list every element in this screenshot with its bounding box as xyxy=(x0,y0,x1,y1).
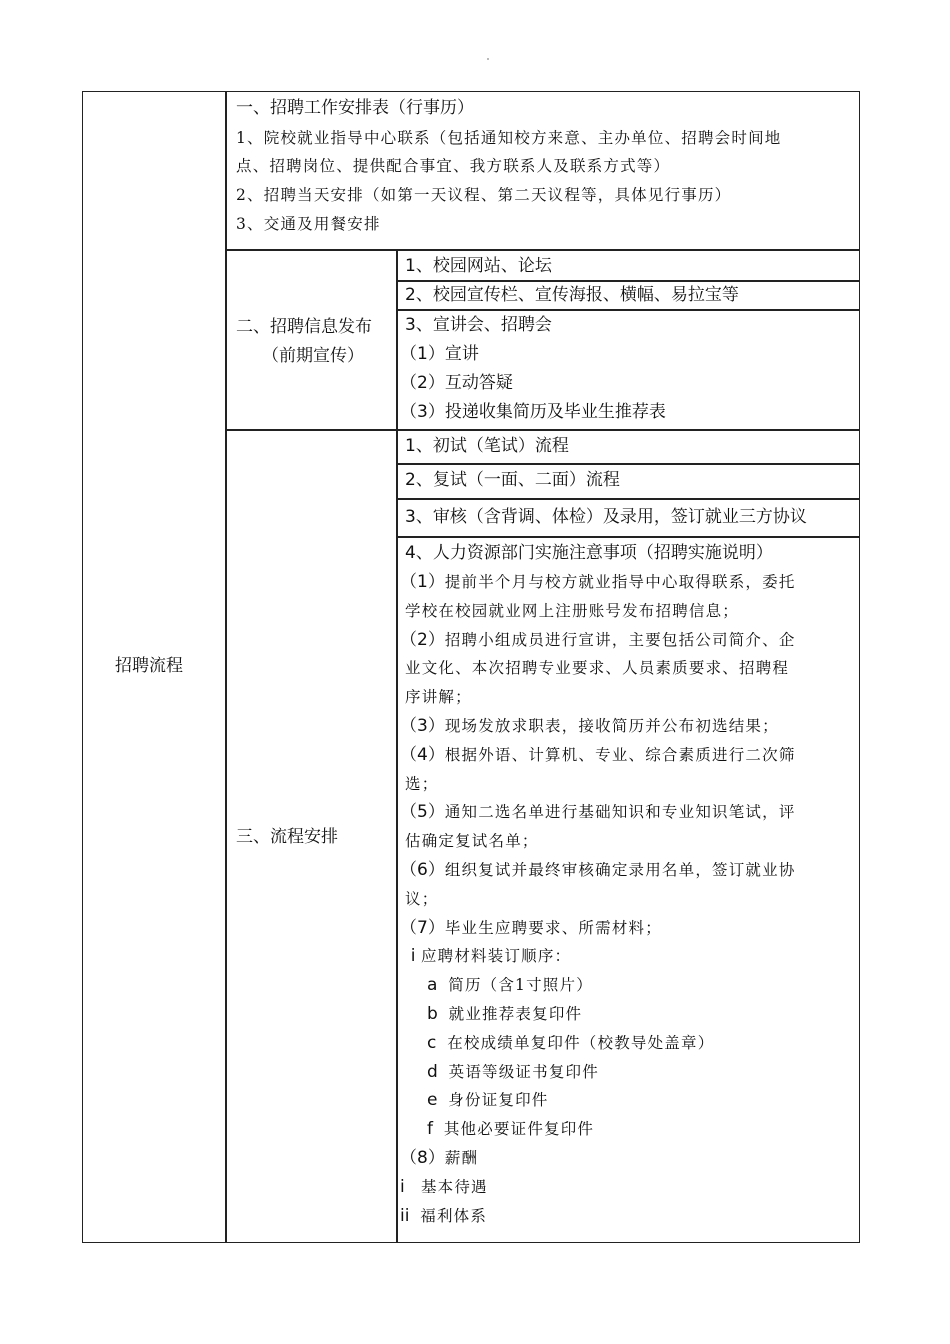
col-divider-1 xyxy=(225,91,227,1243)
item4-line-text: 选； xyxy=(405,774,439,793)
item4-line-prefix: f xyxy=(400,1119,444,1140)
section3-item4-title: 4、人力资源部门实施注意事项（招聘实施说明） xyxy=(405,543,773,563)
row-divider-s3-a xyxy=(396,463,860,465)
item4-line-text: 就业推荐表复印件 xyxy=(448,1005,583,1023)
item4-line-prefix: a xyxy=(400,975,449,996)
item4-line xyxy=(400,1000,582,1028)
item4-line-prefix: （8） xyxy=(400,1148,445,1168)
section1-title: 一、招聘工作安排表（行事历） xyxy=(236,98,474,118)
section2-item3-line: （2）互动答疑 xyxy=(400,373,513,393)
section2-item: 1、校园网站、论坛 xyxy=(405,256,552,276)
item4-line xyxy=(405,885,438,913)
item4-line-prefix: e xyxy=(400,1090,449,1111)
item4-line-text: 毕业生应聘要求、所需材料； xyxy=(444,918,662,937)
item4-line-text: 根据外语、计算机、专业、综合素质进行二次筛 xyxy=(444,745,796,764)
section2-item3-line: （1）宣讲 xyxy=(400,344,479,364)
item4-line-prefix: c xyxy=(400,1032,448,1053)
item4-line-prefix: （5） xyxy=(400,802,445,823)
row-divider-s3-c xyxy=(396,536,860,538)
item4-line xyxy=(405,683,472,711)
item4-line xyxy=(400,971,593,999)
item4-line-text: 福利体系 xyxy=(420,1206,488,1225)
item4-line xyxy=(400,568,796,596)
item4-line-text: 基本待遇 xyxy=(420,1177,488,1196)
left-label: 招聘流程 xyxy=(115,656,183,676)
item4-line xyxy=(400,856,796,884)
item4-line-text: 现场发放求职表，接收简历并公布初选结果； xyxy=(444,717,779,735)
item4-line-prefix: ii xyxy=(400,1205,421,1226)
section2-item3-line: 3、宣讲会、招聘会 xyxy=(405,315,552,335)
item4-line-text: 应聘材料装订顺序： xyxy=(420,947,572,966)
item4-line-text: 业文化、本次招聘专业要求、人员素质要求、招聘程 xyxy=(405,659,790,678)
section1-line: 1、院校就业指导中心联系（包括通知校方来意、主办单位、招聘会时间地 xyxy=(236,129,782,147)
item4-line-text: 其他必要证件复印件 xyxy=(443,1120,595,1139)
section2-item: 2、校园宣传栏、宣传海报、横幅、易拉宝等 xyxy=(405,285,739,305)
item4-line xyxy=(400,1058,599,1086)
item4-line xyxy=(400,1202,487,1230)
section1-line: 2、招聘当天安排（如第一天议程、第二天议程等，具体见行事历） xyxy=(236,186,732,204)
item4-line-text: 在校成绩单复印件（校教导处盖章） xyxy=(447,1033,715,1052)
row-divider-s3-b xyxy=(396,498,860,500)
item4-line-prefix: i xyxy=(400,1176,421,1197)
item4-line-prefix: b xyxy=(400,1004,449,1024)
item4-line-text: 组织复试并最终审核确定录用名单，签订就业协 xyxy=(444,861,796,879)
item4-line-text: 序讲解； xyxy=(405,688,472,707)
item4-line xyxy=(405,654,789,682)
section3-title: 三、流程安排 xyxy=(236,827,338,847)
item4-line-text: 身份证复印件 xyxy=(448,1091,549,1110)
col-divider-2 xyxy=(396,250,398,1243)
item4-line xyxy=(400,1029,714,1057)
section1-line: 点、招聘岗位、提供配合事宜、我方联系人及联系方式等） xyxy=(236,157,671,175)
section3-item: 3、审核（含背调、体检）及录用，签订就业三方协议 xyxy=(405,507,807,527)
item4-line-text: 通知二选名单进行基础知识和专业知识笔试，评 xyxy=(444,803,796,822)
item4-line xyxy=(400,1144,478,1172)
item4-line-text: 英语等级证书复印件 xyxy=(448,1062,599,1081)
item4-line-prefix: d xyxy=(400,1061,449,1082)
item4-line xyxy=(405,827,539,855)
item4-line-text: 估确定复试名单； xyxy=(405,832,539,851)
item4-line-prefix: （1） xyxy=(400,572,445,592)
page-dot xyxy=(487,58,489,60)
item4-line xyxy=(400,712,779,740)
item4-line xyxy=(400,1086,549,1114)
row-divider-s2 xyxy=(225,429,860,431)
item4-line-text: 薪酬 xyxy=(444,1149,479,1167)
section1-line: 3、交通及用餐安排 xyxy=(236,215,381,233)
item4-line-prefix: （3） xyxy=(400,716,445,736)
item4-line xyxy=(400,626,796,654)
item4-line-text: 简历（含1寸照片） xyxy=(448,976,593,995)
section3-item: 1、初试（笔试）流程 xyxy=(405,436,569,456)
section2-subtitle: （前期宣传） xyxy=(262,346,364,366)
item4-line xyxy=(400,914,662,942)
item4-line-text: 招聘小组成员进行宣讲，主要包括公司简介、企 xyxy=(444,630,796,649)
item4-line xyxy=(400,741,796,769)
row-divider-s1 xyxy=(225,249,860,251)
item4-line-prefix: i xyxy=(400,946,421,967)
item4-line-prefix: （2） xyxy=(400,629,445,650)
section3-item: 2、复试（一面、二面）流程 xyxy=(405,470,620,490)
section2-title: 二、招聘信息发布 xyxy=(236,317,372,337)
item4-line-text: 议； xyxy=(405,889,439,908)
item4-line-text: 学校在校园就业网上注册账号发布招聘信息； xyxy=(405,601,740,620)
section2-item3-line: （3）投递收集简历及毕业生推荐表 xyxy=(400,402,666,422)
item4-line xyxy=(400,1115,594,1143)
item4-line xyxy=(400,798,796,826)
item4-line xyxy=(405,597,739,625)
item4-line xyxy=(400,942,571,970)
item4-line xyxy=(400,1173,488,1201)
item4-line-prefix: （4） xyxy=(400,744,445,765)
item4-line-text: 提前半个月与校方就业指导中心取得联系，委托 xyxy=(444,573,796,591)
item4-line-prefix: （7） xyxy=(400,917,445,938)
item4-line-prefix: （6） xyxy=(400,860,445,880)
item4-line xyxy=(405,770,438,798)
